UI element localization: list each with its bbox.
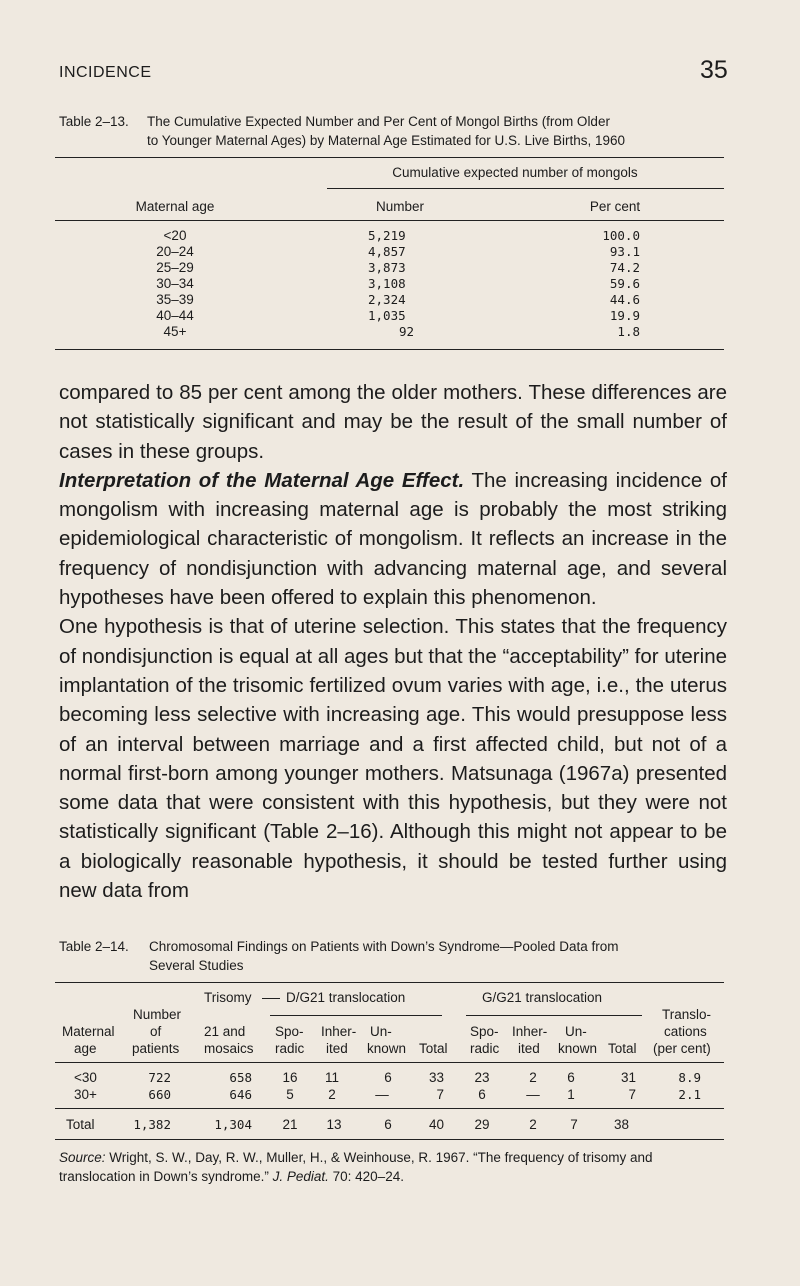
cell-age: 40–44 <box>156 308 194 323</box>
cell-age: 25–29 <box>156 260 194 275</box>
cell-d-tot: 7 <box>436 1087 444 1102</box>
col-header: Translo- <box>662 1007 712 1022</box>
col-header: Maternal <box>62 1024 115 1039</box>
source-label: Source: <box>59 1150 106 1165</box>
cell-percent: 44.6 <box>609 292 640 307</box>
cell-patients: 660 <box>148 1087 171 1102</box>
table1-group-rule <box>327 188 724 189</box>
cell-g-spo: 23 <box>474 1070 490 1085</box>
cell-g-spo: 29 <box>474 1117 490 1132</box>
source-text: Wright, S. W., Day, R. W., Muller, H., & Weinhouse, R. 1967. “The frequency of trisomy and translocation in Down’s syndrome.” <box>59 1150 653 1184</box>
col-header: Inher- <box>512 1024 548 1039</box>
cell-percent: 1.8 <box>617 324 640 339</box>
col-header: mosaics <box>204 1041 254 1056</box>
cell-d-unk: 6 <box>384 1070 392 1085</box>
table2-caption-line: Chromosomal Findings on Patients with Down’s Syndrome—Pooled Data from <box>149 939 619 954</box>
col-header: Inher- <box>321 1024 357 1039</box>
table2-top-rule <box>55 982 724 983</box>
cell-age: 30+ <box>74 1087 97 1102</box>
cell-age: 35–39 <box>156 292 194 307</box>
cell-number: 5,219 <box>368 228 406 243</box>
cell-percent: 93.1 <box>609 244 640 259</box>
table1-col-percent: Per cent <box>589 199 641 214</box>
cell-percent: 19.9 <box>609 308 640 323</box>
table2-caption-text <box>149 937 739 975</box>
table2-caption <box>59 937 739 977</box>
cell-age: 45+ <box>163 324 187 339</box>
cell-d-spo: 21 <box>282 1117 298 1132</box>
cell-d-tot: 40 <box>428 1117 444 1132</box>
cell-g-tot: 31 <box>620 1070 636 1085</box>
table-row <box>100 324 660 340</box>
col-header: cations <box>664 1024 707 1039</box>
col-header: known <box>367 1041 407 1056</box>
cell-g-unk: 6 <box>567 1070 575 1085</box>
source-note <box>59 1148 727 1186</box>
paragraph: One hypothesis is that of uterine selection. This states that the frequency of nondisjunction is equal at all ages but that the “acceptability” for uterine implantation of the trisomic fertilized ovum varies with age, i.e., the uterus becoming less selective with increasing age. This would presuppose less of an interval between marriage and a first affected child, but not of a normal first-born among younger mothers. Matsunaga (1967a) presented some data that were consistent with this hypothesis, but they were not statistically significant (Table 2–16). Although this might not appear to be a biologically reasonable hypothesis, it should be tested further using new data from <box>59 615 727 903</box>
col-header: 21 and <box>204 1024 246 1039</box>
col-header: Trisomy <box>204 990 252 1005</box>
cell-g-spo: 6 <box>478 1087 486 1102</box>
paragraph-text: The increasing incidence of mongolism with increasing maternal age is probably the most striking epidemiological characteristic of mongolism. It reflects an increase in the frequency of nondisjunction with advancing maternal age, and several hypotheses have been offered to explain this phenomenon. <box>59 468 727 610</box>
cell-g-inh: 2 <box>529 1070 537 1085</box>
body-text <box>59 378 727 905</box>
cell-d-unk: 6 <box>384 1117 392 1132</box>
cell-age: 30–34 <box>156 276 194 291</box>
cell-d-inh: 11 <box>324 1070 339 1085</box>
col-header: Un- <box>370 1024 392 1039</box>
col-header: Spo- <box>470 1024 499 1039</box>
table-row <box>100 276 660 292</box>
source-journal: J. Pediat. <box>272 1169 329 1184</box>
col-header: ited <box>518 1041 540 1056</box>
cell-age: <20 <box>163 228 187 243</box>
col-header: of <box>150 1024 162 1039</box>
page-number: 35 <box>700 56 728 84</box>
col-header: Spo- <box>275 1024 304 1039</box>
table1-bottom-rule <box>55 349 724 350</box>
table2-caption-line: Several Studies <box>149 958 244 973</box>
cell-number: 92 <box>398 324 414 339</box>
cell-patients: 722 <box>148 1070 171 1085</box>
cell-d-spo: 16 <box>282 1070 298 1085</box>
cell-d-tot: 33 <box>428 1070 444 1085</box>
cell-age: 20–24 <box>156 244 194 259</box>
table1-caption-text <box>147 112 737 150</box>
cell-patients: 1,382 <box>133 1117 171 1132</box>
cell-number: 1,035 <box>368 308 406 323</box>
cell-g-tot: 38 <box>613 1117 629 1132</box>
table-row <box>100 260 660 276</box>
col-header: age <box>74 1041 97 1056</box>
table2-total-rule <box>55 1108 724 1109</box>
group-header-d: D/G21 translocation <box>286 990 406 1005</box>
cell-d-spo: 5 <box>286 1087 294 1102</box>
cell-pct: 2.1 <box>678 1087 701 1102</box>
cell-d-inh: 2 <box>328 1087 336 1102</box>
group-rule-g <box>466 1015 642 1016</box>
table1-caption-line: to Younger Maternal Ages) by Maternal Age Estimated for U.S. Live Births, 1960 <box>147 133 626 148</box>
table-row <box>100 308 660 324</box>
group-rule-d <box>270 1015 442 1016</box>
cell-trisomy: 646 <box>229 1087 252 1102</box>
table1-caption-line: The Cumulative Expected Number and Per Cent of Mongol Births (from Older <box>147 114 610 129</box>
cell-trisomy: 1,304 <box>214 1117 252 1132</box>
section-heading: Interpretation of the Maternal Age Effect. <box>59 468 465 492</box>
table1-header-rule <box>55 220 724 221</box>
table1-top-rule <box>55 157 724 158</box>
cell-age: <30 <box>74 1070 97 1085</box>
table-row <box>100 228 660 244</box>
cell-d-inh: 13 <box>326 1117 342 1132</box>
cell-percent: 74.2 <box>609 260 640 275</box>
source-citation: 70: 420–24. <box>328 1169 404 1184</box>
cell-age: Total <box>66 1117 95 1132</box>
col-header: (per cent) <box>653 1041 711 1056</box>
cell-percent: 59.6 <box>609 276 640 291</box>
table1-caption <box>59 112 739 152</box>
cell-d-unk: — <box>375 1087 389 1102</box>
cell-pct: 8.9 <box>678 1070 701 1085</box>
col-header: patients <box>132 1041 180 1056</box>
trisomy-leader-rule <box>262 998 280 999</box>
cell-number: 2,324 <box>368 292 406 307</box>
table2-label: Table 2–14. <box>59 939 129 954</box>
col-header: radic <box>275 1041 305 1056</box>
cell-g-tot: 7 <box>628 1087 636 1102</box>
table-row <box>100 244 660 260</box>
col-header: Total <box>608 1041 637 1056</box>
cell-g-inh: — <box>526 1087 540 1102</box>
table1-col-number: Number <box>375 199 424 214</box>
table1-label: Table 2–13. <box>59 114 129 129</box>
paragraph: compared to 85 per cent among the older mothers. These differences are not statistically significant and may be the result of the small number of cases in these groups. <box>59 381 727 463</box>
table1-col-age: Maternal age <box>135 199 215 214</box>
cell-g-unk: 7 <box>570 1117 578 1132</box>
table2-header-rule <box>55 1062 724 1063</box>
cell-percent: 100.0 <box>602 228 640 243</box>
table1-group-header: Cumulative expected number of mongols <box>392 165 638 180</box>
cell-number: 3,108 <box>368 276 406 291</box>
col-header: Number <box>133 1007 182 1022</box>
paragraph <box>59 466 727 612</box>
col-header: known <box>558 1041 598 1056</box>
col-header: ited <box>326 1041 348 1056</box>
col-header: radic <box>470 1041 500 1056</box>
running-head: INCIDENCE <box>59 64 152 81</box>
cell-number: 4,857 <box>368 244 406 259</box>
cell-g-inh: 2 <box>529 1117 537 1132</box>
group-header-g: G/G21 translocation <box>482 990 603 1005</box>
cell-trisomy: 658 <box>229 1070 252 1085</box>
table-row <box>100 292 660 308</box>
col-header: Un- <box>565 1024 587 1039</box>
cell-number: 3,873 <box>368 260 406 275</box>
cell-g-unk: 1 <box>567 1087 575 1102</box>
table2-bottom-rule <box>55 1139 724 1140</box>
col-header: Total <box>419 1041 448 1056</box>
